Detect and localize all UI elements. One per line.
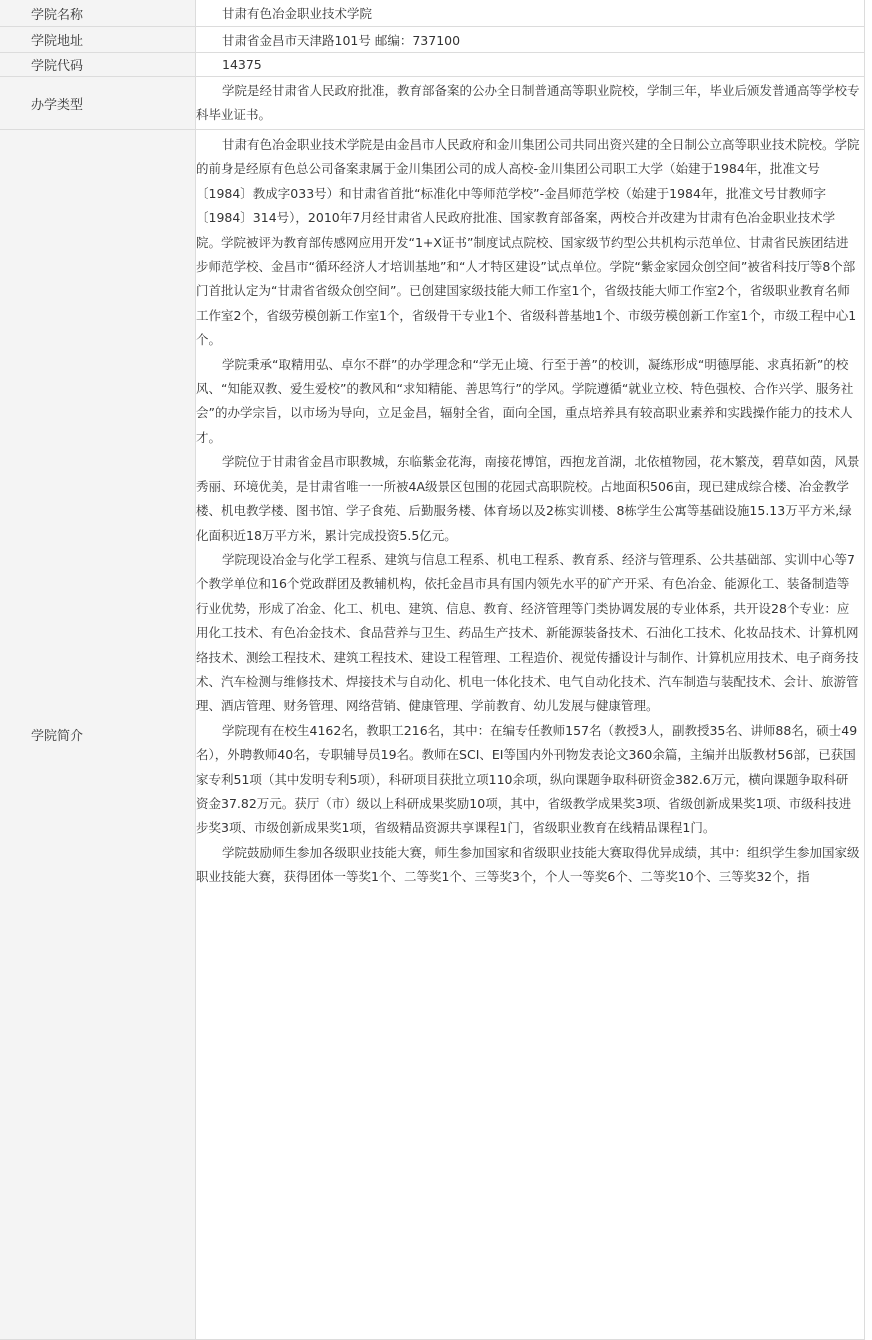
table-row (0, 27, 865, 53)
introduction-cell (196, 130, 865, 1340)
table-row (0, 53, 865, 77)
intro-paragraph: 甘肃有色冶金职业技术学院是由金昌市人民政府和金川集团公司共同出资兴建的全日制公立高等职业技术院校。学院的前身是经原有色总公司备案隶属于金川集团公司的成人高校-金川集团公司职工大学（始建于1984年，批准文号〔1984〕教成字033号）和甘肃省首批“标准化中等师范学校”-金昌师范学校（始建于1984年，批准文号甘教师字〔1984〕314号），2010年7月经甘肃省人民政府批准、国家教育部备案，两校合并改建为甘肃有色冶金职业技术学院。学院被评为教育部传感网应用开发“1+X证书”制度试点院校、国家级节约型公共机构示范单位、甘肃省民族团结进步师范学校、金昌市“循环经济人才培训基地”和“人才特区建设”试点单位。学院“紫金家园众创空间”被省科技厅等8个部门首批认定为“甘肃省省级众创空间”。已创建国家级技能大师工作室1个，省级技能大师工作室2个，省级职业教育名师工作室2个，省级劳模创新工作室1个，省级骨干专业1个、省级科普基地1个、市级劳模创新工作室1个，市级工程中心1个。 (196, 137, 860, 348)
intro-paragraph: 学院现设冶金与化学工程系、建筑与信息工程系、机电工程系、教育系、经济与管理系、公共基础部、实训中心等7个教学单位和16个党政群团及教辅机构，依托金昌市具有国内领先水平的矿产开采、有色冶金、能源化工、装备制造等行业优势，形成了冶金、化工、机电、建筑、信息、教育、经济管理等门类协调发展的专业体系，共开设28个专业：应用化工技术、有色冶金技术、食品营养与卫生、药品生产技术、新能源装备技术、石油化工技术、化妆品技术、计算机网络技术、测绘工程技术、建筑工程技术、建设工程管理、工程造价、视觉传播设计与制作、计算机应用技术、电子商务技术、汽车检测与维修技术、焊接技术与自动化、机电一体化技术、电气自动化技术、汽车制造与装配技术、会计、旅游管理、酒店管理、财务管理、网络营销、健康管理、学前教育、幼儿发展与健康管理。 (196, 551, 859, 714)
row-value: 甘肃有色冶金职业技术学院 (196, 0, 865, 27)
intro-paragraph: 学院鼓励师生参加各级职业技能大赛，师生参加国家和省级职业技能大赛取得优异成绩，其中：组织学生参加国家级职业技能大赛，获得团体一等奖1个、二等奖1个、三等奖3个，个人一等奖6个、二等奖10个、三等奖32个，指 (196, 844, 860, 885)
school-type-text: 学院是经甘肃省人民政府批准，教育部备案的公办全日制普通高等职业院校，学制三年，毕业后颁发普通高等学校专科毕业证书。 (196, 83, 860, 122)
intro-paragraph: 学院现有在校生4162名，教职工216名，其中：在编专任教师157名（教授3人，副教授35名、讲师88名，硕士49名），外聘教师40名，专职辅导员19名。教师在SCI、EI等国内外刊物发表论文360余篇，主编并出版教材56部，已获国家专利51项（其中发明专利5项），科研项目获批立项110余项，纵向课题争取科研资金382.6万元，横向课题争取科研资金37.82万元。获厅（市）级以上科研成果奖励10项，其中，省级教学成果奖3项、省级创新成果奖1项、市级科技进步奖3项、市级创新成果奖1项，省级精品资源共享课程1门，省级职业教育在线精品课程1门。 (196, 722, 858, 836)
row-label: 办学类型 (0, 77, 196, 130)
row-label: 学院代码 (0, 53, 196, 77)
table-row (0, 0, 865, 27)
row-label: 学院地址 (0, 27, 196, 53)
row-value: 14375 (196, 53, 865, 77)
table-row (0, 77, 865, 130)
intro-paragraph: 学院秉承“取精用弘、卓尔不群”的办学理念和“学无止境、行至于善”的校训，凝练形成“明德厚能、求真拓新”的校风、“知能双教、爱生爱校”的教风和“求知精能、善思笃行”的学风。学院遵循“就业立校、特色强校、合作兴学、服务社会”的办学宗旨，以市场为导向，立足金昌，辐射全省，面向全国，重点培养具有较高职业素养和实践操作能力的技术人才。 (196, 356, 854, 445)
intro-paragraph: 学院位于甘肃省金昌市职教城，东临紫金花海，南接花博馆，西抱龙首湖，北依植物园，花木繁茂，碧草如茵，风景秀丽、环境优美，是甘肃省唯一一所被4A级景区包围的花园式高职院校。占地面积506亩，现已建成综合楼、冶金教学楼、机电教学楼、图书馆、学子食苑、后勤服务楼、体育场以及2栋实训楼、8栋学生公寓等基础设施15.13万平方米,绿化面积近18万平方米，累计完成投资5.5亿元。 (196, 454, 860, 543)
row-value (196, 77, 865, 130)
row-label: 学院简介 (0, 130, 196, 1340)
row-label: 学院名称 (0, 0, 196, 27)
table-row (0, 130, 865, 1340)
row-value: 甘肃省金昌市天津路101号 邮编：737100 (196, 27, 865, 53)
